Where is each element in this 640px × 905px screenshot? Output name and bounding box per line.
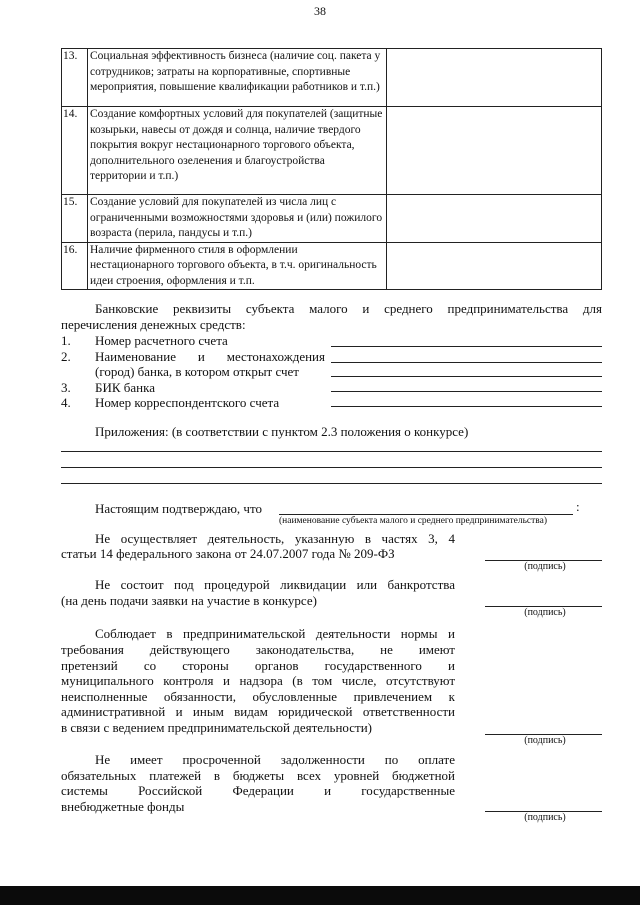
- confirm-colon: :: [576, 499, 580, 514]
- table-row: [62, 242, 602, 290]
- confirm-prefix: Настоящим подтверждаю, что: [95, 501, 262, 516]
- bank-item-num: 2.: [61, 349, 71, 364]
- bank-item-label: БИК банка: [95, 380, 156, 395]
- score-cell: [387, 195, 602, 243]
- statement-line: Не состоит под процедурой ликвидации или банкротства: [95, 577, 455, 592]
- criteria-table: [61, 48, 602, 290]
- bank-intro: Банковские реквизиты субъекта малого и среднего предпринимательства для: [95, 301, 602, 316]
- bank-item-label: (город) банка, в котором открыт счет: [95, 364, 299, 379]
- page-number: 38: [314, 4, 326, 18]
- row-number: 16.: [62, 242, 88, 290]
- table-row: [62, 195, 602, 243]
- statement-line: обязательных платежей в бюджеты всех уровней бюджетной: [61, 768, 455, 783]
- statement-line: Не имеет просроченной задолженности по оплате: [95, 752, 455, 767]
- row-number: 15.: [62, 195, 88, 243]
- attachments-field[interactable]: [61, 451, 602, 452]
- statement-line: статьи 14 федерального закона от 24.07.2007 года № 209-ФЗ: [61, 546, 395, 561]
- bank-item-label: Номер расчетного счета: [95, 333, 228, 348]
- attachments-field[interactable]: [61, 467, 602, 468]
- score-cell: [387, 49, 602, 107]
- statement-line: Соблюдает в предпринимательской деятельности нормы и: [95, 626, 455, 641]
- bank-intro-cont: перечисления денежных средств:: [61, 317, 246, 332]
- score-cell: [387, 242, 602, 290]
- attachments-label: Приложения: (в соответствии с пунктом 2.3 положения о конкурсе): [95, 424, 469, 439]
- signature-caption: (подпись): [524, 607, 566, 618]
- scan-edge: [0, 886, 640, 905]
- criterion-text: Создание комфортных условий для покупателей (защитные козырьки, навесы от дождя и солнца, наличие твердого покрытия вокруг нестационарного торгового объекта, дополнительного озеленения и благоустройства территории и т.п.): [88, 107, 387, 195]
- statement-line: системы Российской Федерации и государственные: [61, 783, 455, 798]
- criterion-text: Наличие фирменного стиля в оформлении нестационарного торгового объекта, в т.ч. оригинальность идеи строения, оформления и т.п.: [88, 242, 387, 290]
- bank-item-num: 3.: [61, 380, 71, 395]
- statement-line: претензий со стороны органов государственного и: [61, 658, 455, 673]
- signature-caption: (подпись): [524, 735, 566, 746]
- bank-item-num: 1.: [61, 333, 71, 348]
- correspondent-account-field[interactable]: [331, 406, 602, 407]
- statement-line: административной и иным видам юридической ответственности: [61, 704, 455, 719]
- score-cell: [387, 107, 602, 195]
- statement-line: Не осуществляет деятельность, указанную в частях 3, 4: [95, 531, 455, 546]
- statement-line: внебюджетные фонды: [61, 799, 185, 814]
- attachments-field[interactable]: [61, 483, 602, 484]
- statement-line: (на день подачи заявки на участие в конкурсе): [61, 593, 317, 608]
- bank-name-field[interactable]: [331, 362, 602, 363]
- bik-field[interactable]: [331, 391, 602, 392]
- statement-line: неисполненные обязанности, обусловленные привлечением к: [61, 689, 455, 704]
- signature-caption: (подпись): [524, 812, 566, 823]
- entity-name-field[interactable]: [279, 514, 573, 515]
- statement-line: требования действующего законодательства, не имеют: [61, 642, 455, 657]
- entity-name-caption: (наименование субъекта малого и среднего предпринимательства): [279, 516, 548, 526]
- criterion-text: Социальная эффективность бизнеса (наличие соц. пакета у сотрудников; затраты на корпоративные, спортивные мероприятия, повышение квалификации работников и т.п.): [88, 49, 387, 107]
- table-row: [62, 49, 602, 107]
- table-row: [62, 107, 602, 195]
- statement-line: в связи с ведением предпринимательской деятельности): [61, 720, 372, 735]
- account-number-field[interactable]: [331, 346, 602, 347]
- row-number: 14.: [62, 107, 88, 195]
- bank-item-label: Наименование и местонахождения: [95, 349, 325, 364]
- bank-item-label: Номер корреспондентского счета: [95, 395, 280, 410]
- row-number: 13.: [62, 49, 88, 107]
- criterion-text: Создание условий для покупателей из числа лиц с ограниченными возможностями здоровья и (или) пожилого возраста (перила, пандусы и т.п.): [88, 195, 387, 243]
- statement-line: муниципального контроля и надзора (в том числе, отсутствуют: [61, 673, 455, 688]
- bank-item-num: 4.: [61, 395, 71, 410]
- signature-caption: (подпись): [524, 561, 566, 572]
- bank-location-field[interactable]: [331, 376, 602, 377]
